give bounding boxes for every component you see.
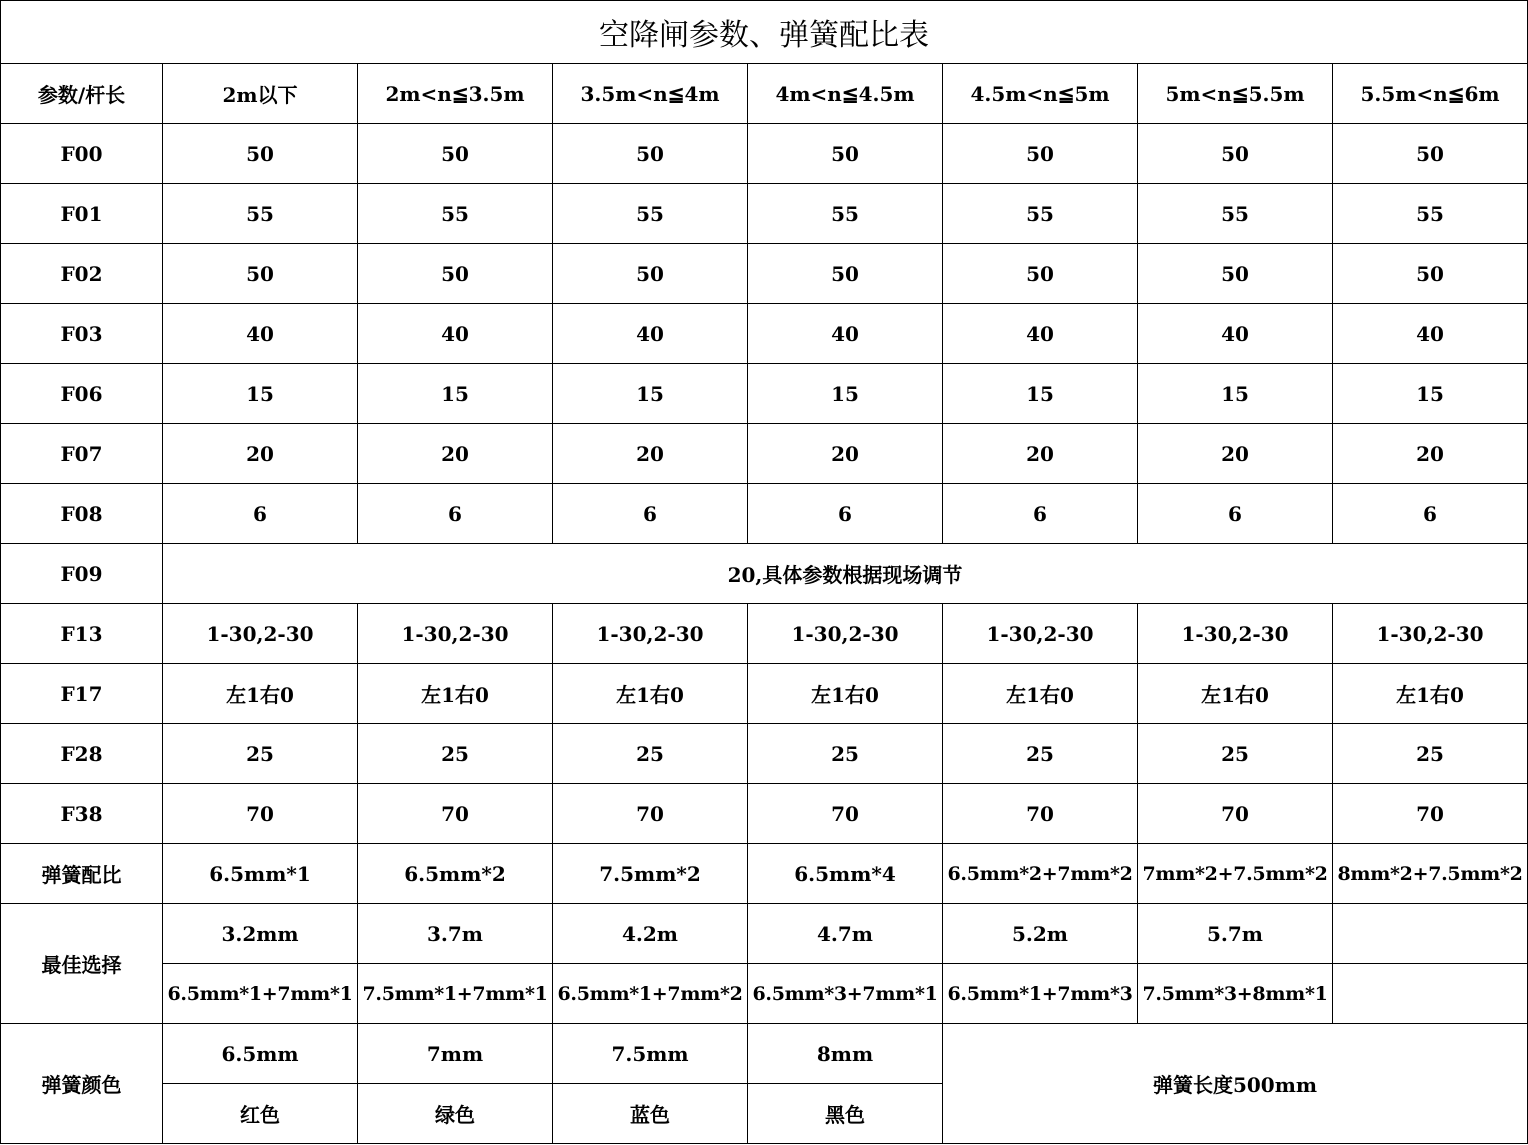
param-name: F13	[1, 604, 163, 664]
param-name: F38	[1, 784, 163, 844]
best-choice-combo-row	[1, 964, 1528, 1024]
best-choice-label: 最佳选择	[1, 904, 163, 1024]
param-value: 50	[358, 124, 553, 184]
param-name: F02	[1, 244, 163, 304]
param-value: 20	[748, 424, 943, 484]
best-choice-combo: 6.5mm*1+7mm*1	[163, 964, 358, 1024]
param-name: F28	[1, 724, 163, 784]
spring-length-note: 弹簧长度500mm	[943, 1024, 1528, 1144]
param-value: 25	[943, 724, 1138, 784]
header-range: 3.5m<n≦4m	[553, 64, 748, 124]
table-row	[1, 244, 1528, 304]
param-value: 6	[358, 484, 553, 544]
param-name: F01	[1, 184, 163, 244]
param-value: 1-30,2-30	[748, 604, 943, 664]
header-range: 4.5m<n≦5m	[943, 64, 1138, 124]
param-value: 50	[163, 244, 358, 304]
param-value: 70	[553, 784, 748, 844]
f09-note: 20,具体参数根据现场调节	[163, 544, 1528, 604]
param-value: 20	[943, 424, 1138, 484]
param-value: 6	[163, 484, 358, 544]
param-value: 40	[1138, 304, 1333, 364]
best-choice-size-empty	[1333, 904, 1528, 964]
param-value: 左1右0	[1333, 664, 1528, 724]
param-value: 左1右0	[748, 664, 943, 724]
spring-ratio-value: 6.5mm*2+7mm*2	[943, 844, 1138, 904]
param-value: 左1右0	[163, 664, 358, 724]
param-value: 40	[553, 304, 748, 364]
spring-color-name: 绿色	[358, 1084, 553, 1144]
param-value: 1-30,2-30	[358, 604, 553, 664]
best-choice-size: 3.2mm	[163, 904, 358, 964]
param-value: 1-30,2-30	[1333, 604, 1528, 664]
param-value: 20	[358, 424, 553, 484]
param-value: 左1右0	[943, 664, 1138, 724]
param-value: 20	[553, 424, 748, 484]
param-value: 50	[1138, 124, 1333, 184]
param-value: 6	[1333, 484, 1528, 544]
param-value: 1-30,2-30	[163, 604, 358, 664]
spring-size: 6.5mm	[163, 1024, 358, 1084]
spring-ratio-value: 6.5mm*1	[163, 844, 358, 904]
param-value: 6	[1138, 484, 1333, 544]
header-range: 2m<n≦3.5m	[358, 64, 553, 124]
spring-size: 7.5mm	[553, 1024, 748, 1084]
header-range: 2m以下	[163, 64, 358, 124]
param-value: 50	[553, 124, 748, 184]
param-value: 55	[553, 184, 748, 244]
param-value: 40	[1333, 304, 1528, 364]
best-choice-size: 5.2m	[943, 904, 1138, 964]
param-value: 左1右0	[1138, 664, 1333, 724]
param-value: 50	[943, 244, 1138, 304]
table-row	[1, 664, 1528, 724]
table-row-f09	[1, 544, 1528, 604]
param-value: 50	[943, 124, 1138, 184]
param-value: 50	[163, 124, 358, 184]
header-param-label: 参数/杆长	[1, 64, 163, 124]
param-value: 25	[358, 724, 553, 784]
spring-color-name: 黑色	[748, 1084, 943, 1144]
param-value: 20	[1333, 424, 1528, 484]
param-value: 40	[163, 304, 358, 364]
best-choice-size-row	[1, 904, 1528, 964]
param-value: 50	[1138, 244, 1333, 304]
param-value: 55	[358, 184, 553, 244]
param-value: 1-30,2-30	[1138, 604, 1333, 664]
param-value: 25	[163, 724, 358, 784]
param-value: 左1右0	[358, 664, 553, 724]
table-row	[1, 304, 1528, 364]
param-value: 20	[163, 424, 358, 484]
param-value: 1-30,2-30	[553, 604, 748, 664]
spring-ratio-value: 7mm*2+7.5mm*2	[1138, 844, 1333, 904]
param-value: 6	[943, 484, 1138, 544]
best-choice-size: 3.7m	[358, 904, 553, 964]
best-choice-combo-empty	[1333, 964, 1528, 1024]
param-value: 25	[553, 724, 748, 784]
param-value: 15	[553, 364, 748, 424]
spring-ratio-value: 6.5mm*2	[358, 844, 553, 904]
best-choice-combo: 6.5mm*1+7mm*3	[943, 964, 1138, 1024]
spring-ratio-value: 6.5mm*4	[748, 844, 943, 904]
spring-color-name: 红色	[163, 1084, 358, 1144]
table-row	[1, 184, 1528, 244]
best-choice-combo: 6.5mm*3+7mm*1	[748, 964, 943, 1024]
spring-color-label: 弹簧颜色	[1, 1024, 163, 1144]
param-value: 15	[163, 364, 358, 424]
param-value: 50	[1333, 244, 1528, 304]
param-value: 25	[748, 724, 943, 784]
param-value: 55	[748, 184, 943, 244]
param-name: F17	[1, 664, 163, 724]
spring-ratio-label: 弹簧配比	[1, 844, 163, 904]
title-row	[1, 1, 1528, 64]
param-value: 50	[553, 244, 748, 304]
param-value: 15	[1138, 364, 1333, 424]
param-value: 15	[1333, 364, 1528, 424]
param-value: 70	[358, 784, 553, 844]
best-choice-combo: 7.5mm*3+8mm*1	[1138, 964, 1333, 1024]
table-row	[1, 364, 1528, 424]
spring-ratio-value: 7.5mm*2	[553, 844, 748, 904]
header-range: 5.5m<n≦6m	[1333, 64, 1528, 124]
header-range: 4m<n≦4.5m	[748, 64, 943, 124]
best-choice-size: 5.7m	[1138, 904, 1333, 964]
spring-color-size-row	[1, 1024, 1528, 1084]
param-value: 55	[943, 184, 1138, 244]
best-choice-size: 4.2m	[553, 904, 748, 964]
spring-ratio-value: 8mm*2+7.5mm*2	[1333, 844, 1528, 904]
param-value: 50	[358, 244, 553, 304]
table-row	[1, 124, 1528, 184]
param-value: 15	[943, 364, 1138, 424]
table-row	[1, 424, 1528, 484]
spring-size: 7mm	[358, 1024, 553, 1084]
param-value: 55	[1138, 184, 1333, 244]
param-value: 左1右0	[553, 664, 748, 724]
table-row	[1, 724, 1528, 784]
spring-ratio-row	[1, 844, 1528, 904]
param-value: 40	[943, 304, 1138, 364]
table-title: 空降闸参数、弹簧配比表	[1, 1, 1528, 64]
header-row	[1, 64, 1528, 124]
param-value: 55	[1333, 184, 1528, 244]
param-name: F00	[1, 124, 163, 184]
param-value: 50	[748, 124, 943, 184]
param-value: 6	[748, 484, 943, 544]
param-value: 40	[748, 304, 943, 364]
best-choice-combo: 7.5mm*1+7mm*1	[358, 964, 553, 1024]
spring-size: 8mm	[748, 1024, 943, 1084]
param-value: 55	[163, 184, 358, 244]
param-value: 6	[553, 484, 748, 544]
param-value: 20	[1138, 424, 1333, 484]
param-value: 70	[1333, 784, 1528, 844]
param-value: 70	[163, 784, 358, 844]
param-value: 15	[358, 364, 553, 424]
param-value: 1-30,2-30	[943, 604, 1138, 664]
best-choice-size: 4.7m	[748, 904, 943, 964]
param-name: F06	[1, 364, 163, 424]
param-value: 50	[748, 244, 943, 304]
best-choice-combo: 6.5mm*1+7mm*2	[553, 964, 748, 1024]
table-row	[1, 484, 1528, 544]
param-name: F09	[1, 544, 163, 604]
param-value: 25	[1138, 724, 1333, 784]
spring-color-name: 蓝色	[553, 1084, 748, 1144]
param-value: 25	[1333, 724, 1528, 784]
table-row	[1, 784, 1528, 844]
param-name: F08	[1, 484, 163, 544]
param-value: 40	[358, 304, 553, 364]
param-value: 15	[748, 364, 943, 424]
param-value: 70	[748, 784, 943, 844]
table-row	[1, 604, 1528, 664]
param-value: 50	[1333, 124, 1528, 184]
param-value: 70	[943, 784, 1138, 844]
param-name: F07	[1, 424, 163, 484]
param-name: F03	[1, 304, 163, 364]
header-range: 5m<n≦5.5m	[1138, 64, 1333, 124]
param-value: 70	[1138, 784, 1333, 844]
